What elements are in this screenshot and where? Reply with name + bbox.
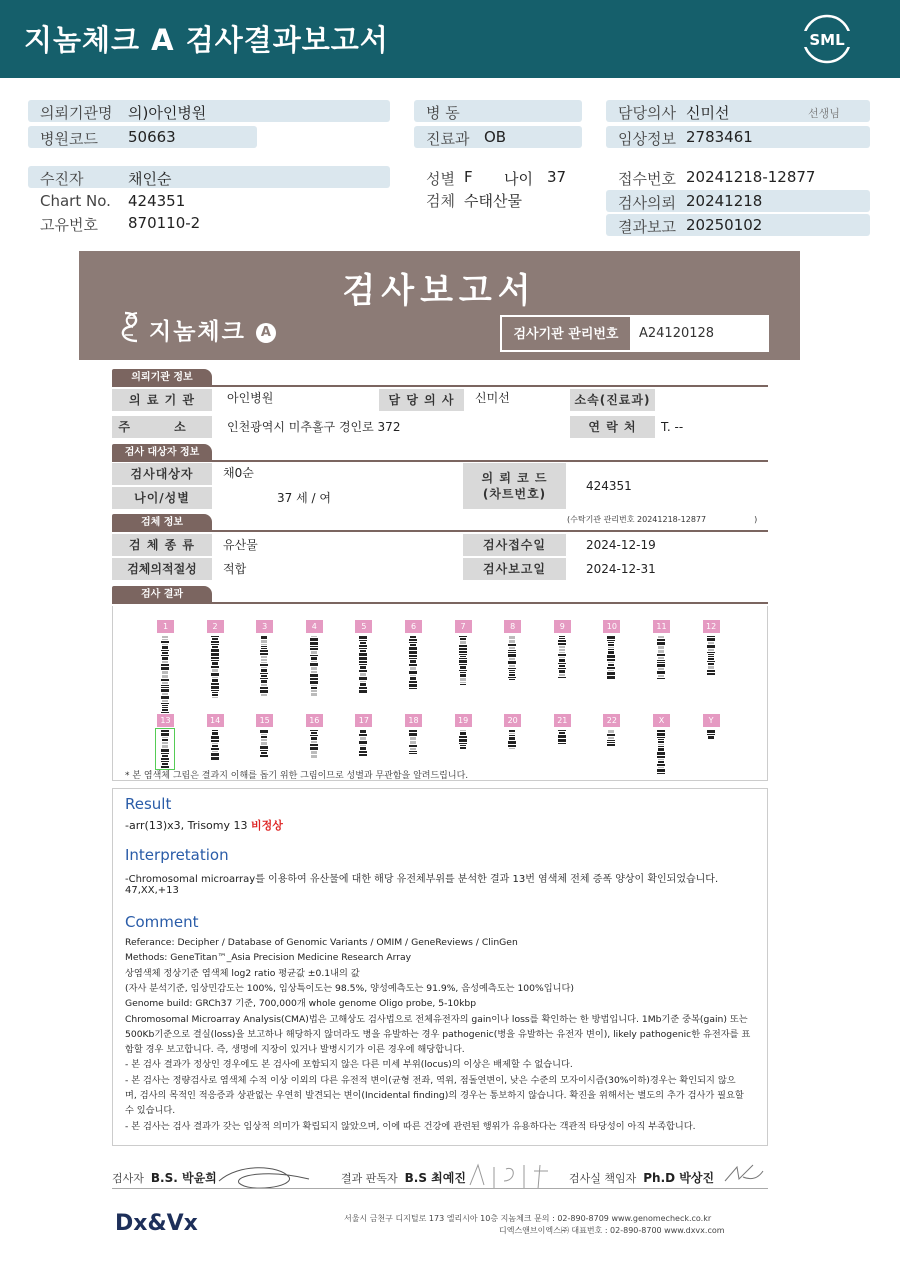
report-banner [79, 251, 800, 360]
chromosome-label: 12 [703, 620, 720, 633]
chromosome-band [458, 730, 470, 750]
sex-value: F [464, 168, 473, 186]
dept-value: OB [484, 128, 507, 146]
doctor-label: 담당의사 [618, 104, 676, 122]
chromosome-band [210, 730, 222, 760]
spec-type-value: 유산물 [223, 538, 258, 552]
signature-divider [112, 1188, 768, 1189]
interpretation-line: -Chromosomal microarray를 이용하여 유산물에 대한 해당 유전체부위를 분석한 결과 13번 염색체 전체 증폭 양상이 확인되었습니다. [125, 874, 719, 885]
mgmt-label: 검사기관 관리번호 [501, 316, 631, 351]
spec-suit-value: 적합 [223, 562, 247, 576]
comment-line: 며, 검사의 목적인 적응증과 상관없는 우연히 발견되는 변이(Incidental finding)의 경우는 통보하지 않습니다. 확진을 위해서는 별도의 추가 검사가 필요할 [125, 1090, 744, 1101]
chromosome-band [210, 636, 222, 698]
chromosome-band [408, 636, 420, 690]
patient-label: 수진자 [40, 170, 84, 188]
chromosome-band [606, 636, 618, 680]
report-document [79, 251, 800, 1241]
comment-line: Genome build: GRCh37 기준, 700,000개 whole genome Oligo probe, 5-10kbp [125, 998, 477, 1010]
interpretation-heading: Interpretation [125, 846, 229, 864]
chromosome-label: 8 [504, 620, 521, 633]
comment-heading: Comment [125, 913, 199, 931]
institution-value: 의)아인병원 [128, 104, 207, 122]
chromosome-label: Y [703, 714, 720, 727]
hospital-code-value: 50663 [128, 128, 176, 146]
chromosome-label: 17 [355, 714, 372, 727]
chromosome-label: 21 [554, 714, 571, 727]
ward-label: 병 동 [426, 104, 460, 122]
signature-mark [719, 1159, 769, 1189]
unique-no-value: 870110-2 [128, 214, 201, 232]
institution-row [28, 100, 390, 122]
inst-dept-value [656, 389, 756, 411]
receipt-value: 20241218-12877 [686, 168, 816, 186]
section-institution: 의뢰기관 정보 [112, 369, 212, 386]
chromosome-label: X [653, 714, 670, 727]
brand-logo [117, 309, 271, 345]
chromosome-band [309, 730, 321, 758]
chart-no-label: Chart No. [40, 192, 111, 210]
inst-addr-value: 인천광역시 미추홀구 경인로 372 [227, 420, 401, 434]
section-line [112, 530, 768, 532]
dna-icon [117, 309, 147, 345]
chromosome-label: 7 [455, 620, 472, 633]
report-date-value: 20250102 [686, 216, 763, 234]
report-date-row [606, 214, 870, 236]
chromosome-band [656, 730, 668, 774]
unique-no-label: 고유번호 [40, 216, 98, 234]
company-logo: Dx&Vx [115, 1211, 198, 1236]
comment-line: - 본 검사는 검사 결과가 갖는 임상적 의미가 확립되지 않았으며, 이에 따른 건강에 관련된 행위가 유용하다는 객관적 타당성이 아직 부족합니다. [125, 1120, 696, 1132]
request-row [606, 190, 870, 212]
chart-no-value: 424351 [128, 192, 186, 210]
chromosome-label: 14 [207, 714, 224, 727]
chromosome-label: 4 [306, 620, 323, 633]
hospital-code-label: 병원코드 [40, 130, 98, 148]
chromosome-band [358, 636, 370, 694]
ward-row [414, 100, 582, 122]
clinical-value: 2783461 [686, 128, 753, 146]
subj-name-label: 검사대상자 [112, 463, 212, 485]
institution-label: 의뢰기관명 [40, 104, 113, 122]
chromosome-band [706, 636, 718, 676]
comment-line: Chromosomal Microarray Analysis(CMA)법은 고해상도 검사법으로 전체유전자의 gain이나 loss를 확인하는 한 방법입니다. 1Mb기준 중복(gain) 또는 [125, 1013, 748, 1025]
hospital-code-row [28, 126, 257, 148]
section-line [112, 602, 768, 604]
spec-report-value: 2024-12-31 [586, 562, 656, 576]
inst-addr-label: 주 소 [112, 416, 212, 438]
interpretation-karyotype: 47,XX,+13 [125, 885, 179, 896]
chromosome-label: 11 [653, 620, 670, 633]
spec-receipt-value: 2024-12-19 [586, 538, 656, 552]
chromosome-band [557, 730, 569, 744]
chromosome-band [458, 636, 470, 686]
chromosome-label: 15 [256, 714, 273, 727]
sig-reviewer: 결과 판독자 B.S 최예진 [341, 1171, 466, 1185]
mgmt-number-box [500, 315, 769, 352]
comment-line: 함할 경우 보고합니다. 즉, 생명에 지장이 있거나 발병시기가 이른 경우에 해당합니다. [125, 1044, 465, 1056]
age-value: 37 [547, 168, 567, 186]
spec-receipt-label: 검사접수일 [463, 534, 566, 556]
chromosome-band [656, 636, 668, 680]
subj-name-value: 채0순 [223, 466, 254, 480]
section-subject: 검사 대상자 정보 [112, 444, 212, 461]
unique-no-row [28, 212, 390, 234]
sig-manager: 검사실 책임자 Ph.D 박상진 [569, 1171, 715, 1185]
chromosome-band [507, 636, 519, 680]
chromosome-band [408, 730, 420, 754]
comment-line: - 본 검사는 정량검사로 염색체 수적 이상 이외의 다른 유전적 변이(균형 전좌, 역위, 점돌연변이, 낮은 수준의 모자이시즘(30%이하)경우는 확인되지 않으 [125, 1074, 736, 1086]
chromosome-label: 13 [157, 714, 174, 727]
sex-label: 성별 [426, 170, 455, 188]
sml-logo-text: SML [809, 31, 845, 49]
inst-doctor-value: 신미선 [475, 391, 510, 405]
receipt-label: 접수번호 [618, 170, 676, 188]
request-value: 20241218 [686, 192, 763, 210]
specimen-row [414, 188, 582, 210]
comment-line: 상염색체 정상기준 염색체 log2 ratio 평균값 ±0.1내의 값 [125, 967, 360, 979]
spec-report-label: 검사보고일 [463, 558, 566, 580]
result-heading: Result [125, 795, 172, 813]
chart-no-row [28, 190, 390, 212]
spec-type-label: 검 체 종 류 [112, 534, 212, 556]
doctor-value: 신미선 [686, 104, 730, 122]
result-box [112, 788, 768, 1146]
section-result: 검사 결과 [112, 586, 212, 603]
inst-dept-label: 소속(진료과) [570, 389, 655, 411]
brand-badge: A [256, 323, 276, 343]
chromosome-band [160, 636, 172, 714]
dept-label: 진료과 [426, 130, 470, 148]
sig-tester: 검사자 B.S. 박윤희 [112, 1171, 217, 1185]
karyotype-figure [112, 606, 768, 781]
chromosome-label: 1 [157, 620, 174, 633]
highlight-box [155, 728, 175, 770]
comment-line: Methods: GeneTitan™_Asia Precision Medicine Research Array [125, 952, 412, 964]
subj-code-label: 의 뢰 코 드 (차트번호) [463, 463, 566, 509]
result-flag: 비정상 [251, 819, 283, 832]
chromosome-band [606, 730, 618, 746]
footer-address: 서울시 금천구 디지털로 173 엘리시아 10층 지놈체크 문의 : 02-890-8709 www.genomecheck.co.kr [344, 1214, 712, 1223]
patient-row [28, 166, 390, 188]
chromosome-band [259, 636, 271, 696]
chromosome-label: 18 [405, 714, 422, 727]
section-line [112, 385, 768, 387]
doctor-row [606, 100, 870, 122]
receipt-row [606, 166, 870, 188]
inst-contact-label: 연 락 처 [570, 416, 655, 438]
comment-line: (자사 분석기준, 임상민감도는 100%, 임상특이도는 98.5%, 양성예측도는 91.9%, 음성예측도는 100%입니다) [125, 982, 574, 994]
top-header [0, 0, 900, 78]
subj-age-value: 37 세 / 여 [277, 491, 331, 505]
karyotype-note: * 본 염색체 그림은 결과지 이해를 돕기 위한 그림이므로 성별과 무관함을 알려드립니다. [125, 771, 469, 781]
spec-suit-label: 검체의적절성 [112, 558, 212, 580]
comment-line: 수 있습니다. [125, 1105, 176, 1117]
chromosome-band [259, 730, 271, 758]
chromosome-label: 9 [554, 620, 571, 633]
doctor-suffix: 선생님 [808, 107, 840, 120]
inst-name-value: 아인병원 [227, 391, 274, 405]
report-title: 검사보고서 [342, 271, 537, 311]
specimen-label: 검체 [426, 192, 455, 210]
page-title: 지놈체크 A 검사결과보고서 [24, 23, 389, 57]
brand-name: 지놈체크 A [149, 313, 276, 346]
inst-doctor-label: 담 당 의 사 [379, 389, 464, 411]
comment-line: 500Kb기준으로 결실(loss)을 보고하나 해당하지 않더라도 병을 유발하는 경우 pathogenic(병을 유발하는 유전자 변이), likely pathogenic한 유전자를 표 [125, 1028, 751, 1040]
patient-info [0, 96, 900, 241]
section-line [112, 460, 768, 462]
age-label: 나이 [504, 170, 533, 188]
chromosome-label: 5 [355, 620, 372, 633]
request-label: 검사의뢰 [618, 194, 676, 212]
subj-age-label: 나이/성별 [112, 487, 212, 509]
chromosome-label: 16 [306, 714, 323, 727]
clinical-label: 임상정보 [618, 130, 676, 148]
chromosome-label: 2 [207, 620, 224, 633]
report-date-label: 결과보고 [618, 218, 676, 236]
specimen-note: (수탁기관 관리번호 20241218-12877 ) [567, 515, 758, 524]
chromosome-label: 6 [405, 620, 422, 633]
dept-row [414, 126, 582, 148]
sml-logo-icon [802, 14, 852, 64]
specimen-value: 수태산물 [464, 192, 522, 210]
chromosome-label: 22 [603, 714, 620, 727]
inst-name-label: 의 료 기 관 [112, 389, 212, 411]
chromosome-band [358, 730, 370, 756]
signature-mark [209, 1161, 319, 1195]
chromosome-label: 10 [603, 620, 620, 633]
sex-age-row [414, 166, 582, 188]
section-specimen: 검체 정보 [112, 514, 212, 531]
comment-line: - 본 검사 결과가 정상인 경우에도 본 검사에 포함되지 않은 다른 미세 부위(locus)의 이상은 배제할 수 없습니다. [125, 1059, 573, 1071]
result-text: -arr(13)x3, Trisomy 13 비정상 [125, 819, 283, 832]
mgmt-value: A24120128 [639, 326, 715, 341]
patient-value: 채인순 [128, 170, 172, 188]
footer-company: 디엑스앤브이엑스㈜ 대표번호 : 02-890-8700 www.dxvx.com [499, 1226, 725, 1235]
subj-code-value: 424351 [586, 479, 632, 493]
chromosome-band [507, 730, 519, 750]
chromosome-band [309, 636, 321, 696]
clinical-row [606, 126, 870, 148]
comment-line: Referance: Decipher / Database of Genomic Variants / OMIM / GeneReviews / ClinGen [125, 937, 518, 948]
inst-contact-value: T. -- [661, 420, 684, 434]
chromosome-band [557, 636, 569, 678]
chromosome-label: 19 [455, 714, 472, 727]
chromosome-label: 3 [256, 620, 273, 633]
chromosome-band [706, 730, 718, 740]
chromosome-label: 20 [504, 714, 521, 727]
